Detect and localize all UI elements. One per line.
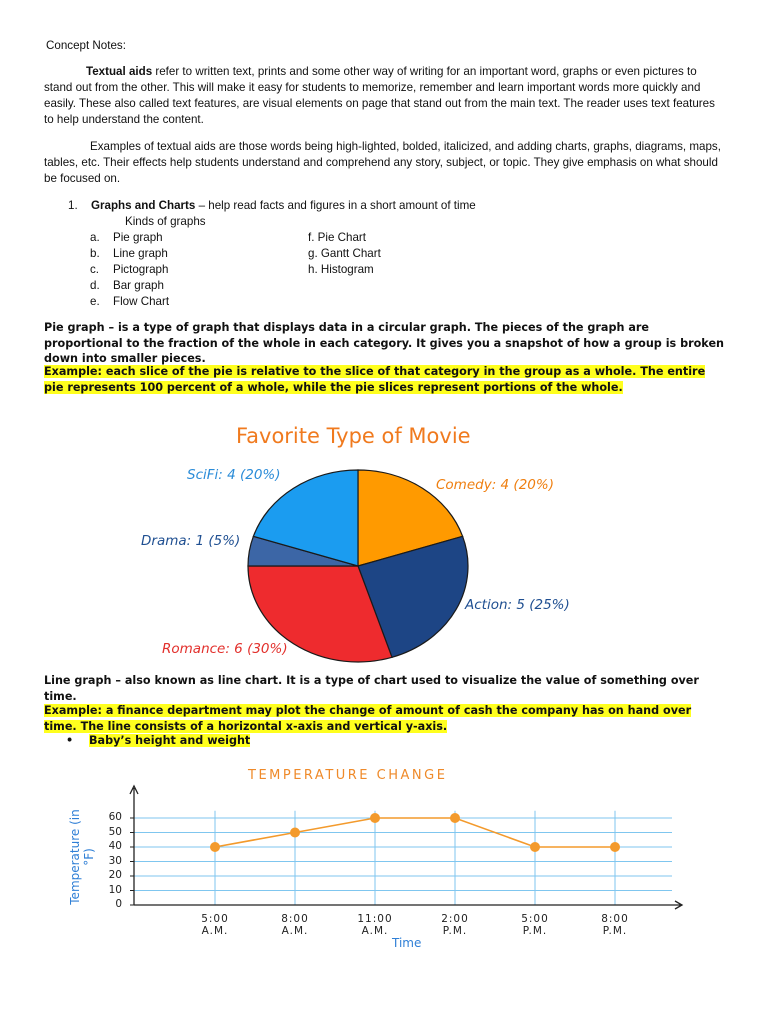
pie-label-drama: Drama: 1 (5%) [141,533,241,549]
x-tick-period: A.M. [201,925,229,937]
x-tick-time: 8:00 [281,913,309,925]
x-tick-period: P.M. [522,925,548,937]
line-chart-ylabel: Temperature (in °F) [68,809,96,905]
page-heading: Concept Notes: [46,39,126,52]
x-tick-time: 8:00 [601,913,629,925]
kinds-marker: e. [90,295,100,308]
data-point [370,813,380,823]
examples-paragraph: Examples of textual aids are those words being high-lighted, bolded, italicized, and adding charts, graphs, diagrams, maps, tables, etc. Their effects help students understand and comprehend any story, subject, or topic. They give emphasis on what should be focused on. [44,140,721,185]
data-point [610,842,620,852]
graphs-and-charts-term: Graphs and Charts [91,199,196,212]
y-tick-label: 50 [108,825,122,838]
y-tick-label: 0 [115,898,122,910]
kinds-marker: c. [90,263,100,276]
x-tick-period: A.M. [361,925,389,937]
x-tick-label [345,913,405,937]
x-axis [134,901,682,909]
x-tick-label [585,913,645,937]
data-point [210,842,220,852]
y-tick-label: 10 [108,883,122,896]
kinds-marker: d. [90,279,100,292]
textual-aids-paragraph [44,64,724,128]
x-tick-time: 11:00 [357,913,393,925]
bullet-item [89,733,250,749]
pie-label-romance: Romance: 6 (30%) [162,641,288,657]
x-tick-time: 5:00 [201,913,229,925]
graphs-and-charts-item [91,198,476,214]
graphs-and-charts-text: – help read facts and figures in a short amount of time [195,199,476,212]
x-tick-time: 2:00 [441,913,469,925]
y-tick-label: 60 [108,811,122,823]
line-chart-xlabel: Time [392,936,422,950]
kinds-marker: b. [90,247,100,260]
bullet-highlight: Baby’s height and weight [89,734,251,747]
y-axis [130,786,138,905]
line-graph-example [44,703,724,734]
kinds-item: Flow Chart [113,295,170,308]
item-number: 1. [68,199,78,212]
kinds-of-graphs-title: Kinds of graphs [125,215,206,228]
x-tick-period: P.M. [602,925,628,937]
data-point [530,842,540,852]
line-chart-title: TEMPERATURE CHANGE [248,768,448,783]
y-tick-label: 40 [108,840,122,852]
pie-graph-example [44,364,724,395]
bullet-dot: • [66,734,74,747]
pie-label-scifi: SciFi: 4 (20%) [187,467,281,483]
x-tick-label [425,913,485,937]
data-point [450,813,460,823]
kinds-item: g. Gantt Chart [308,247,381,260]
kinds-item: Pie graph [113,231,163,244]
y-tick-label: 30 [108,854,122,867]
x-tick-label [265,913,325,937]
line-graph-definition: Line graph – also known as line chart. It is a type of chart used to visualize the value of something over time. [44,674,699,703]
pie-label-comedy: Comedy: 4 (20%) [436,477,554,493]
y-tick-label: 20 [108,869,122,881]
kinds-item: f. Pie Chart [308,231,366,244]
pie-label-action: Action: 5 (25%) [465,597,570,613]
data-point [290,828,300,838]
x-tick-time: 5:00 [521,913,549,925]
x-tick-label [185,913,245,937]
pie-example-highlight: Example: each slice of the pie is relative to the slice of that category in the group as a whole. The entire pie represents 100 percent of a whole, while the pie slices represent portions of the whole. [44,365,706,394]
kinds-marker: a. [90,231,100,244]
x-tick-period: A.M. [281,925,309,937]
textual-aids-term: Textual aids [86,65,153,78]
kinds-item: Line graph [113,247,168,260]
textual-aids-text: refer to written text, prints and some other way of writing for an important word, graphs or even pictures to stand out from the other. This will make it easy for students to memorize, remember and learn important words more quickly and easily. These also called text features, are visual elements on page that stand out from the main text. The reader uses text features to help understand the content. [44,65,715,126]
kinds-item: h. Histogram [308,263,374,276]
kinds-item: Bar graph [113,279,164,292]
x-tick-period: P.M. [442,925,468,937]
kinds-item: Pictograph [113,263,169,276]
pie-chart-title: Favorite Type of Movie [236,424,471,448]
x-tick-label [505,913,565,937]
pie-graph-definition: Pie graph – is a type of graph that displays data in a circular graph. The pieces of the graph are proportional to the fraction of the whole in each category. It gives you a snapshot of how a group is broken down into smaller pieces. [44,321,724,365]
line-example-highlight: Example: a finance department may plot the change of amount of cash the company has on hand over time. The line consists of a horizontal x-axis and vertical y-axis. [44,704,692,733]
